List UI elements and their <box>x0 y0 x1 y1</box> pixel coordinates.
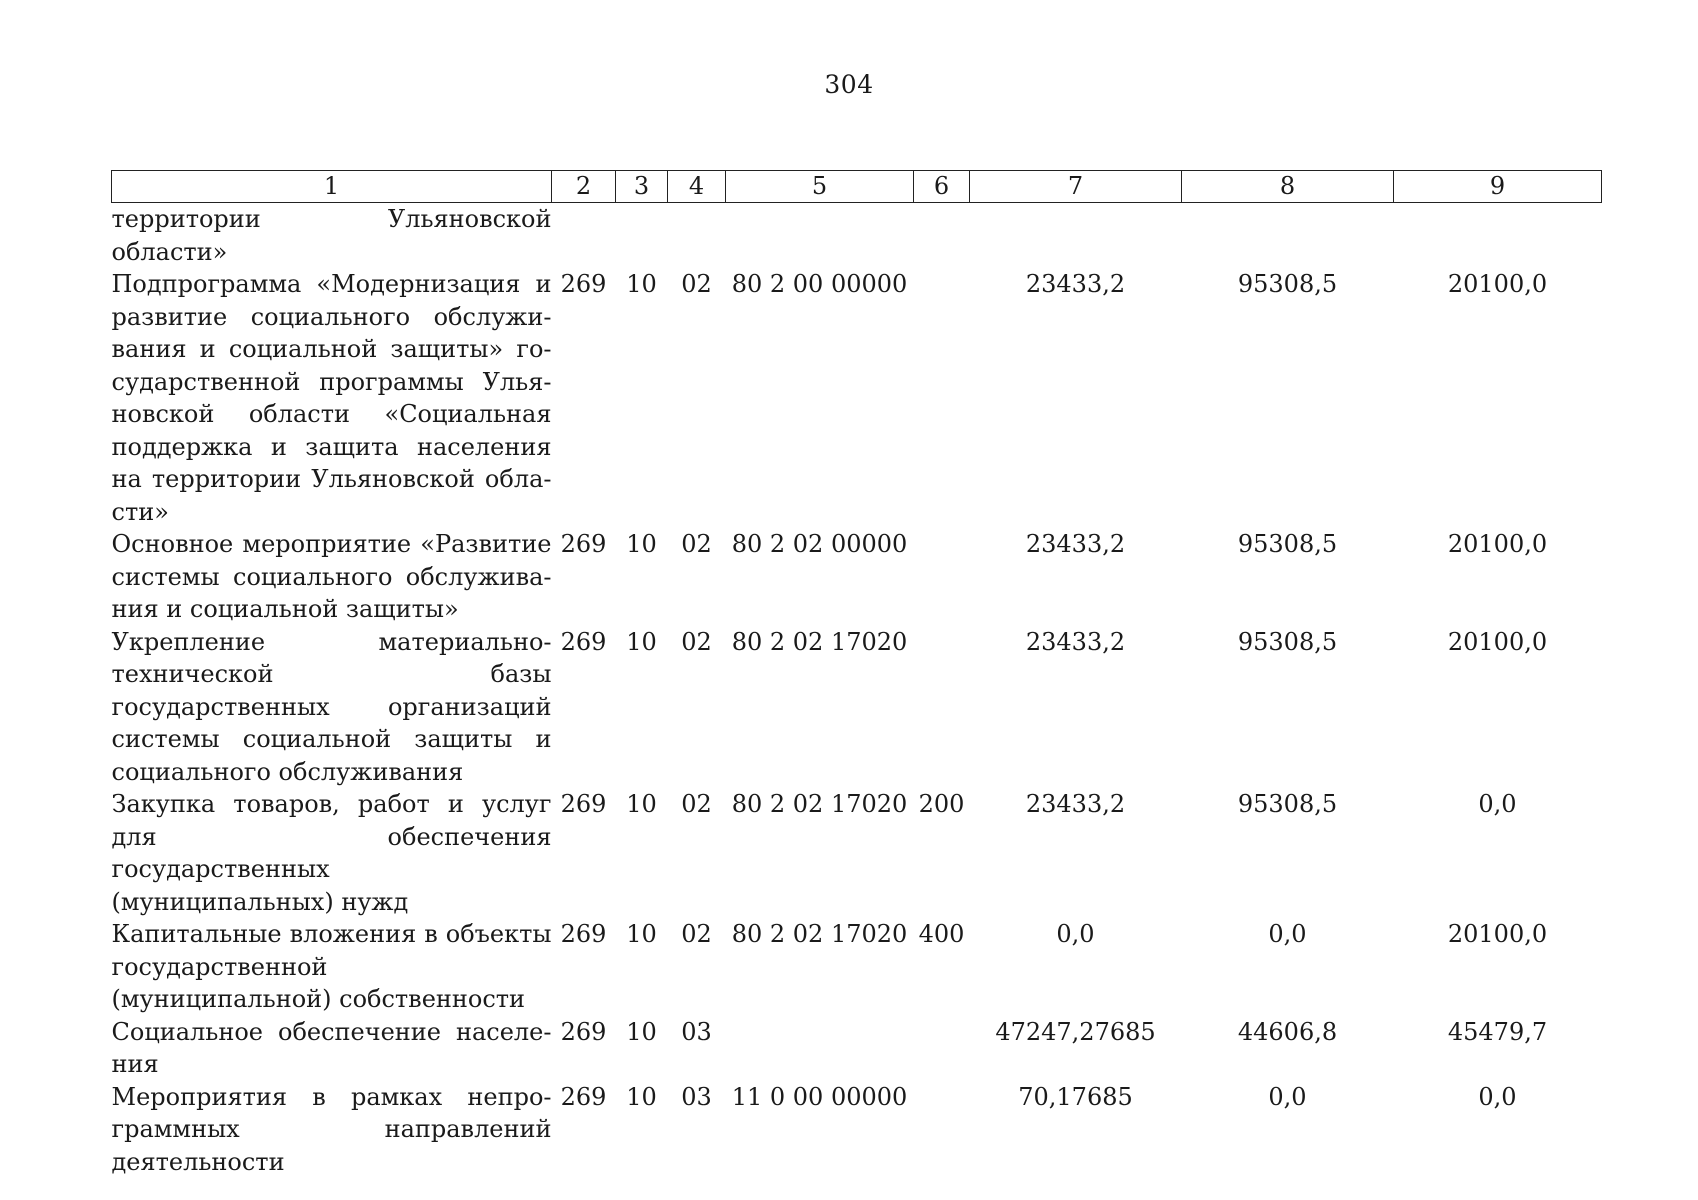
row-col-9 <box>1394 203 1602 269</box>
row-col-9: 0,0 <box>1478 790 1517 818</box>
row-col-4 <box>668 203 726 269</box>
table-row <box>112 268 1602 528</box>
row-col-7: 23433,2 <box>1025 790 1126 818</box>
header-col-1: 1 <box>112 171 552 203</box>
row-col-8: 95308,5 <box>1237 790 1338 818</box>
row-col-6 <box>914 626 970 789</box>
row-col-5: 80 2 02 17020 <box>731 920 908 948</box>
row-col-8 <box>1182 203 1394 269</box>
table-row <box>112 1016 1602 1081</box>
row-col-2 <box>552 203 616 269</box>
row-col-7: 47247,27685 <box>995 1017 1156 1046</box>
table-row <box>112 626 1602 789</box>
row-col-3: 10 <box>626 1082 657 1111</box>
header-col-4: 4 <box>668 171 726 203</box>
row-col-6 <box>914 203 970 269</box>
row-col-7: 0,0 <box>1056 920 1095 948</box>
row-col-9: 20100,0 <box>1447 627 1548 656</box>
row-col-5: 80 2 00 00000 <box>731 270 908 298</box>
row-col-7 <box>970 203 1182 269</box>
row-col-5: 80 2 02 17020 <box>731 790 908 818</box>
row-col-7: 23433,2 <box>1025 530 1126 558</box>
row-col-3: 10 <box>626 530 657 558</box>
row-col-4: 03 <box>681 1082 712 1111</box>
row-col-4: 02 <box>681 270 712 298</box>
row-col-3 <box>616 203 668 269</box>
row-col-5 <box>726 1016 914 1081</box>
row-col-6 <box>914 1016 970 1081</box>
row-col-4: 02 <box>681 627 712 656</box>
row-name: Подпрограмма «Модернизация и развитие социального обслуживания и социальной защиты» государственной программы Ульяновской области «Социальная поддержка и защита населения на территории Ульяновской области» <box>111 270 552 526</box>
row-name: Основное мероприятие «Развитие системы социального обслуживания и социальной защиты» <box>111 530 552 623</box>
header-row <box>112 171 1602 203</box>
row-col-9: 20100,0 <box>1447 530 1548 558</box>
row-col-2: 269 <box>560 1082 607 1111</box>
row-col-6: 400 <box>918 920 965 948</box>
budget-table <box>111 170 1602 1178</box>
row-name: Капитальные вложения в объекты государственной (муниципальной) собственности <box>111 920 552 1013</box>
header-col-9: 9 <box>1394 171 1602 203</box>
row-col-2: 269 <box>560 270 607 298</box>
row-col-6: 200 <box>918 790 965 818</box>
row-col-4: 02 <box>681 790 712 818</box>
row-col-3: 10 <box>626 627 657 656</box>
row-col-2: 269 <box>560 790 607 818</box>
table-row <box>112 788 1602 918</box>
header-col-7: 7 <box>970 171 1182 203</box>
row-col-6 <box>914 268 970 528</box>
row-col-8: 95308,5 <box>1237 530 1338 558</box>
row-name: территории Ульяновской области» <box>111 205 552 266</box>
row-col-6 <box>914 1081 970 1179</box>
row-col-2: 269 <box>560 1017 607 1046</box>
row-col-8: 0,0 <box>1268 1082 1307 1111</box>
header-col-3: 3 <box>616 171 668 203</box>
row-col-6 <box>914 528 970 626</box>
table-row <box>112 203 1602 269</box>
row-col-5: 80 2 02 17020 <box>731 627 908 656</box>
row-col-3: 10 <box>626 270 657 298</box>
row-name: Укрепление материально-технической базы государственных организаций системы социальной защиты и социального обслуживания <box>111 627 552 786</box>
table-body <box>112 203 1602 1179</box>
table-row <box>112 918 1602 1016</box>
row-name: Закупка товаров, работ и услуг для обеспечения государственных (муниципальных) нужд <box>111 790 552 916</box>
row-col-8: 95308,5 <box>1237 270 1338 298</box>
row-col-8: 95308,5 <box>1237 627 1338 656</box>
row-col-4: 02 <box>681 920 712 948</box>
row-col-7: 23433,2 <box>1025 627 1126 656</box>
header-col-2: 2 <box>552 171 616 203</box>
header-col-6: 6 <box>914 171 970 203</box>
table-header <box>112 171 1602 203</box>
row-col-2: 269 <box>560 920 607 948</box>
row-col-9: 20100,0 <box>1447 920 1548 948</box>
row-col-2: 269 <box>560 530 607 558</box>
row-col-4: 03 <box>681 1017 712 1046</box>
row-col-3: 10 <box>626 1017 657 1046</box>
row-col-7: 23433,2 <box>1025 270 1126 298</box>
table-row <box>112 1081 1602 1179</box>
row-col-9: 45479,7 <box>1447 1017 1548 1046</box>
row-name: Мероприятия в рамках непрограммных направлений деятельности <box>111 1082 552 1176</box>
row-col-9: 20100,0 <box>1447 270 1548 298</box>
row-col-8: 44606,8 <box>1237 1017 1338 1046</box>
row-col-9: 0,0 <box>1478 1082 1517 1111</box>
row-col-3: 10 <box>626 790 657 818</box>
row-col-8: 0,0 <box>1268 920 1307 948</box>
table-row <box>112 528 1602 626</box>
header-col-8: 8 <box>1182 171 1394 203</box>
row-col-2: 269 <box>560 627 607 656</box>
row-name: Социальное обеспечение населения <box>111 1017 552 1078</box>
header-col-5: 5 <box>726 171 914 203</box>
row-col-5: 11 0 00 00000 <box>731 1082 908 1111</box>
row-col-5 <box>726 203 914 269</box>
page-number: 304 <box>824 70 874 99</box>
row-col-3: 10 <box>626 920 657 948</box>
row-col-5: 80 2 02 00000 <box>731 530 908 558</box>
row-col-4: 02 <box>681 530 712 558</box>
row-col-7: 70,17685 <box>1018 1082 1133 1111</box>
